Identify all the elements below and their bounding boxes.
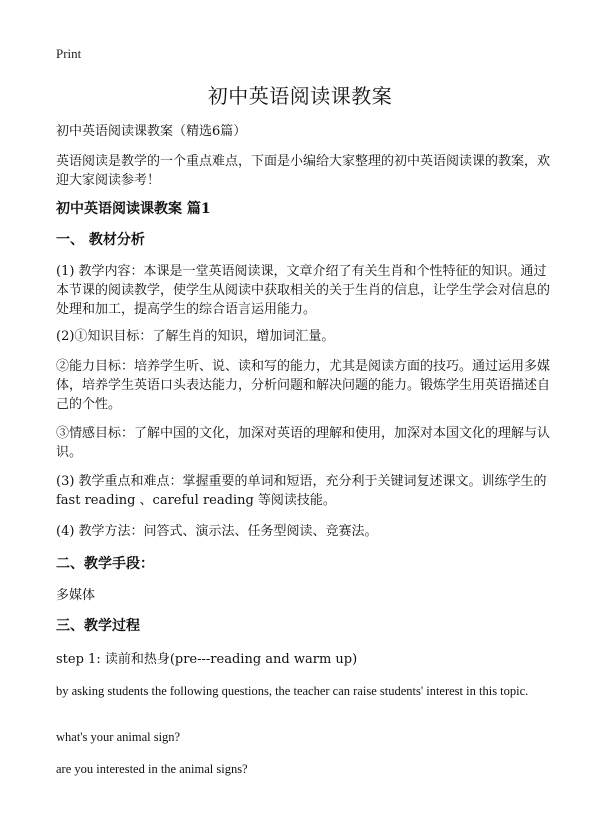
- paragraph-ability-goal: ②能力目标：培养学生听、说、读和写的能力，尤其是阅读方面的技巧。通过运用多媒体，培养学生英语口头表达能力，分析问题和解决问题的能力。锻炼学生用英语描述自己的个性。: [56, 359, 551, 412]
- question-interested: are you interested in the animal signs?: [56, 762, 248, 776]
- section-title: 初中英语阅读课教案 篇1: [56, 201, 211, 217]
- paragraph-step-1: step 1: 读前和热身(pre---reading and warm up): [56, 652, 358, 667]
- paragraph-teaching-methods: (4) 教学方法：问答式、演示法、任务型阅读、竞赛法。: [56, 524, 378, 539]
- paragraph-key-points: (3) 教学重点和难点：掌握重要的单词和短语，充分利于关键词复述课文。训练学生的fast reading 、careful reading 等阅读技能。: [56, 474, 547, 508]
- print-link[interactable]: Print: [56, 46, 82, 61]
- heading-teaching-process: 三、教学过程: [56, 618, 140, 634]
- paragraph-teaching-content: (1) 教学内容：本课是一堂英语阅读课，文章介绍了有关生肖和个性特征的知识。通过本节课的阅读教学，使学生从阅读中获取相关的关于生肖的信息，让学生学会对信息的处理和加工，提高学生的综合语言运用能力。: [56, 264, 551, 317]
- page-title: 初中英语阅读课教案: [207, 84, 393, 108]
- paragraph-multimedia: 多媒体: [56, 588, 96, 603]
- paragraph-step-1-desc: by asking students the following questions, the teacher can raise students' interest in this topic.: [56, 684, 529, 698]
- question-animal-sign: what's your animal sign?: [56, 730, 181, 744]
- paragraph-emotion-goal: ③情感目标：了解中国的文化，加深对英语的理解和使用，加深对本国文化的理解与认识。: [56, 426, 551, 460]
- paragraph-knowledge-goal: (2)①知识目标：了解生肖的知识，增加词汇量。: [56, 329, 335, 344]
- subtitle: 初中英语阅读课教案（精选6篇）: [56, 124, 247, 139]
- heading-textbook-analysis: 一、 教材分析: [56, 232, 145, 248]
- intro-paragraph: 英语阅读是教学的一个重点难点，下面是小编给大家整理的初中英语阅读课的教案，欢迎大家阅读参考！: [56, 154, 551, 188]
- heading-teaching-means: 二、教学手段：: [56, 556, 154, 572]
